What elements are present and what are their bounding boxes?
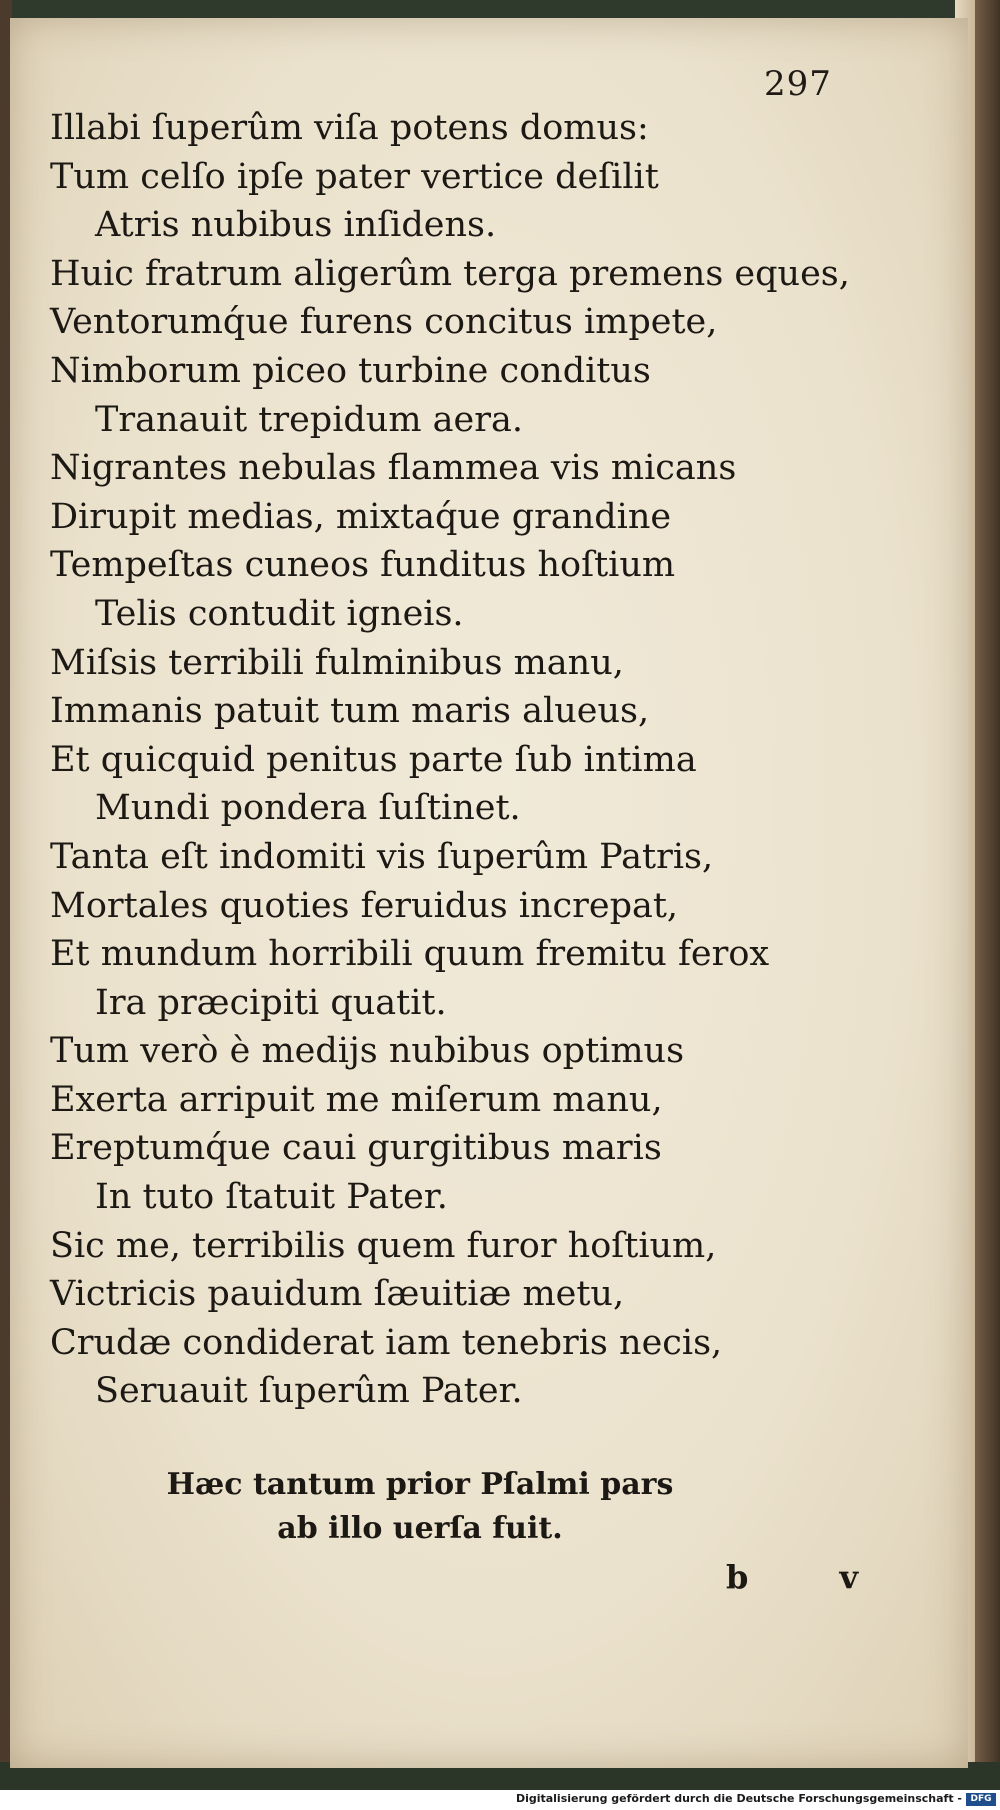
- funding-credit: Digitalisierung gefördert durch die Deutsche Forschungsgemeinschaft -: [515, 1792, 962, 1805]
- verse-line: Mundi pondera ſuſtinet.: [95, 788, 521, 829]
- verse-line: Et quicquid penitus parte ſub intima: [50, 739, 697, 780]
- verse-line: Ereptumq́ue caui gurgitibus maris: [50, 1128, 662, 1169]
- verse-line: Nimborum piceo turbine conditus: [50, 350, 651, 391]
- verse-line: Tempeſtas cuneos funditus hoſtium: [50, 545, 676, 586]
- dfg-logo-icon: DFG: [966, 1793, 996, 1806]
- verse-line: Atris nubibus inſidens.: [95, 205, 497, 246]
- digitization-footer: [0, 1790, 1000, 1810]
- verse-line: Seruauit ſuperûm Pater.: [95, 1371, 523, 1412]
- verse-line: Crudæ condiderat iam tenebris necis,: [50, 1322, 723, 1363]
- verse-line: Tanta eſt indomiti vis ſuperûm Patris,: [50, 836, 714, 877]
- verse-line: Ira præcipiti quatit.: [95, 982, 447, 1023]
- verse-line: Huic fratrum aligerûm terga premens eques,: [50, 253, 850, 294]
- verse-line: Immanis patuit tum maris alueus,: [50, 691, 650, 732]
- verse-line: Nigrantes nebulas flammea vis micans: [50, 448, 737, 489]
- verse-line: Sic me, terribilis quem furor hoſtium,: [50, 1225, 717, 1266]
- closing-note-line-1: Hæc tantum prior Pſalmi pars: [166, 1467, 674, 1502]
- verse-line: Dirupit medias, mixtaq́ue grandine: [50, 496, 672, 537]
- verse-line: Et mundum horribili quum fremitu ferox: [50, 934, 770, 975]
- closing-note-line-2: ab illo uerſa fuit.: [277, 1511, 563, 1546]
- verse-line: Tum celſo ipſe pater vertice deſilit: [50, 156, 659, 197]
- page-number: 297: [764, 64, 832, 104]
- poem-verse-block: [50, 104, 910, 1416]
- verse-line: Exerta arripuit me miſerum manu,: [50, 1079, 663, 1120]
- verse-line: In tuto ſtatuit Pater.: [95, 1177, 448, 1218]
- verse-line: Tranauit trepidum aera.: [95, 399, 523, 440]
- verse-line: Miſsis terribili fulminibus manu,: [50, 642, 624, 683]
- book-page: [10, 18, 968, 1768]
- verse-line: Victricis pauidum ſæuitiæ metu,: [50, 1274, 625, 1315]
- verse-line: Ventorumq́ue furens concitus impete,: [50, 302, 718, 343]
- verse-line: Illabi ſuperûm viſa potens domus:: [50, 108, 649, 148]
- closing-note: [70, 1463, 770, 1551]
- verse-line: Telis contudit igneis.: [95, 593, 464, 634]
- verse-line: Tum verò è medijs nubibus optimus: [50, 1031, 685, 1072]
- signature-mark: b v: [726, 1558, 899, 1596]
- verse-line: Mortales quoties feruidus increpat,: [50, 885, 679, 926]
